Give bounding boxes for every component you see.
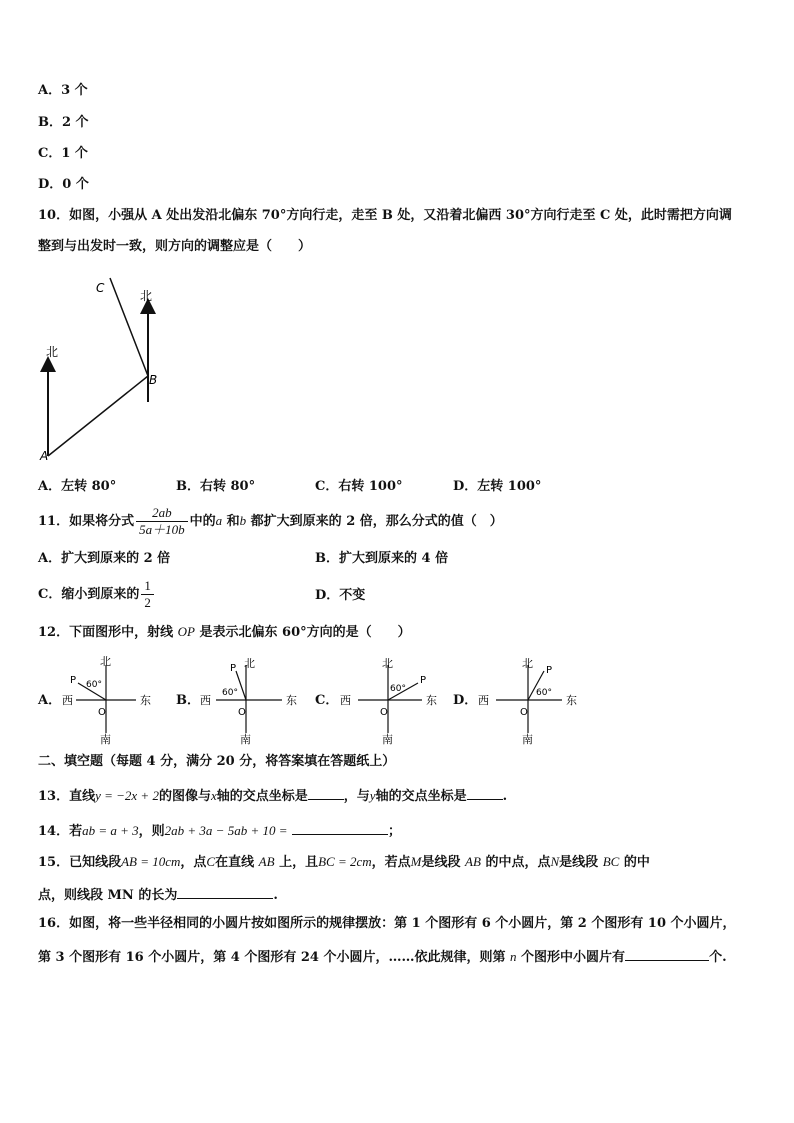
q11-option-d: D．不变	[315, 588, 366, 603]
q11-option-b: B．扩大到原来的 4 倍	[315, 551, 449, 566]
q16-blank[interactable]	[625, 946, 709, 961]
q12-figure-c	[338, 655, 444, 745]
q16-line1: 16．如图，将一些半径相同的小圆片按如图所示的规律摆放：第 1 个图形有 6 个小圆片，第 2 个图形有 10 个小圆片，	[38, 916, 736, 931]
q12-stem: 12．下面图形中，射线 OP 是表示北偏东 60°方向的是（ ）	[38, 624, 411, 640]
q11-option-a: A．扩大到原来的 2 倍	[38, 551, 171, 566]
svg-text:P: P	[230, 663, 237, 674]
svg-text:西: 西	[200, 694, 211, 707]
q11-fraction: $\frac{2ab}{5a+10b}$	[136, 505, 188, 538]
svg-text:P: P	[420, 675, 427, 686]
svg-text:O: O	[520, 707, 528, 718]
point-a-label: A	[40, 449, 49, 463]
svg-text:西: 西	[340, 694, 351, 707]
svg-text:O: O	[98, 707, 106, 718]
q14: 14．若ab = a + 3，则2ab + 3a − 5ab + 10 = ；	[38, 820, 401, 841]
point-c-label: C	[96, 281, 105, 295]
q12-option-c-label: C．	[315, 693, 339, 708]
svg-text:南: 南	[522, 733, 533, 745]
prev-option-c: C．1 个	[38, 146, 88, 161]
prev-option-a: A．3 个	[38, 83, 88, 98]
svg-text:60°: 60°	[86, 680, 102, 690]
svg-text:西: 西	[62, 694, 73, 707]
q12-option-a-label: A．	[38, 693, 62, 708]
q12-option-d-label: D．	[453, 693, 478, 708]
q11-stem: 11．如果将分式 $\frac{2ab}{5a+10b}$ 中的a 和b 都扩大到原来的 2 倍，那么分式的值（ ）	[38, 505, 503, 537]
q10-line1: 10．如图，小强从 A 处出发沿北偏东 70°方向行走，走至 B 处，又沿着北偏西 30°方向行走至 C 处，此时需把方向调	[38, 208, 732, 223]
q13-blank-2[interactable]	[467, 785, 503, 800]
q10-line2: 整到与出发时一致，则方向的调整应是（ ）	[38, 239, 312, 254]
q12-option-b-label: B．	[176, 693, 200, 708]
svg-text:北: 北	[382, 657, 393, 670]
svg-text:60°: 60°	[390, 684, 406, 694]
segment-ab	[48, 376, 148, 456]
q15-line1: 15．已知线段AB = 10cm，点C在直线 AB 上，且BC = 2cm，若点M是线段 AB 的中点，点N是线段 BC 的中	[38, 854, 650, 870]
prev-option-b: B．2 个	[38, 115, 89, 130]
svg-text:北: 北	[100, 655, 111, 668]
svg-text:东: 东	[566, 694, 577, 707]
svg-text:北: 北	[244, 657, 255, 670]
q14-blank[interactable]	[292, 820, 388, 835]
svg-text:O: O	[380, 707, 388, 718]
prev-option-d: D．0 个	[38, 177, 89, 192]
svg-text:60°: 60°	[536, 688, 552, 698]
q13: 13．直线y = −2x + 2的图像与x轴的交点坐标是 ，与y轴的交点坐标是 .	[38, 785, 507, 806]
point-b-label: B	[149, 373, 158, 387]
svg-text:南: 南	[100, 733, 111, 745]
q11-option-c-fraction: $\frac{1}{2}$	[141, 578, 154, 611]
q15-blank[interactable]	[177, 884, 273, 899]
q10-figure	[36, 270, 166, 470]
q10-option-c: C．右转 100°	[315, 479, 403, 494]
b-north-label: 北	[140, 289, 153, 303]
svg-text:东: 东	[140, 694, 151, 707]
a-north-label: 北	[46, 345, 59, 359]
q16-line2: 第 3 个图形有 16 个小圆片，第 4 个图形有 24 个小圆片，……依此规律，则第 n 个图形中小圆片有 个.	[38, 946, 727, 967]
q13-blank-1[interactable]	[308, 785, 344, 800]
q12-figure-b	[198, 655, 304, 745]
svg-text:南: 南	[382, 733, 393, 745]
q12-figure-d	[476, 655, 584, 745]
svg-text:P: P	[70, 675, 77, 686]
svg-text:西: 西	[478, 694, 489, 707]
section-2-heading: 二、填空题（每题 4 分，满分 20 分，将答案填在答题纸上）	[38, 754, 396, 769]
svg-text:东: 东	[286, 694, 297, 707]
svg-text:南: 南	[240, 733, 251, 745]
q11-option-c: C．缩小到原来的 $\frac{1}{2}$	[38, 576, 156, 614]
q15-line2: 点，则线段 MN 的长为 .	[38, 884, 278, 905]
svg-text:东: 东	[426, 694, 437, 707]
q10-option-a: A．左转 80°	[38, 479, 117, 494]
q10-option-b: B．右转 80°	[176, 479, 256, 494]
svg-text:O: O	[238, 707, 246, 718]
svg-text:P: P	[546, 665, 553, 676]
q12-figure-a	[60, 655, 160, 745]
svg-text:60°: 60°	[222, 688, 238, 698]
q10-option-d: D．左转 100°	[453, 479, 542, 494]
svg-text:北: 北	[522, 657, 533, 670]
